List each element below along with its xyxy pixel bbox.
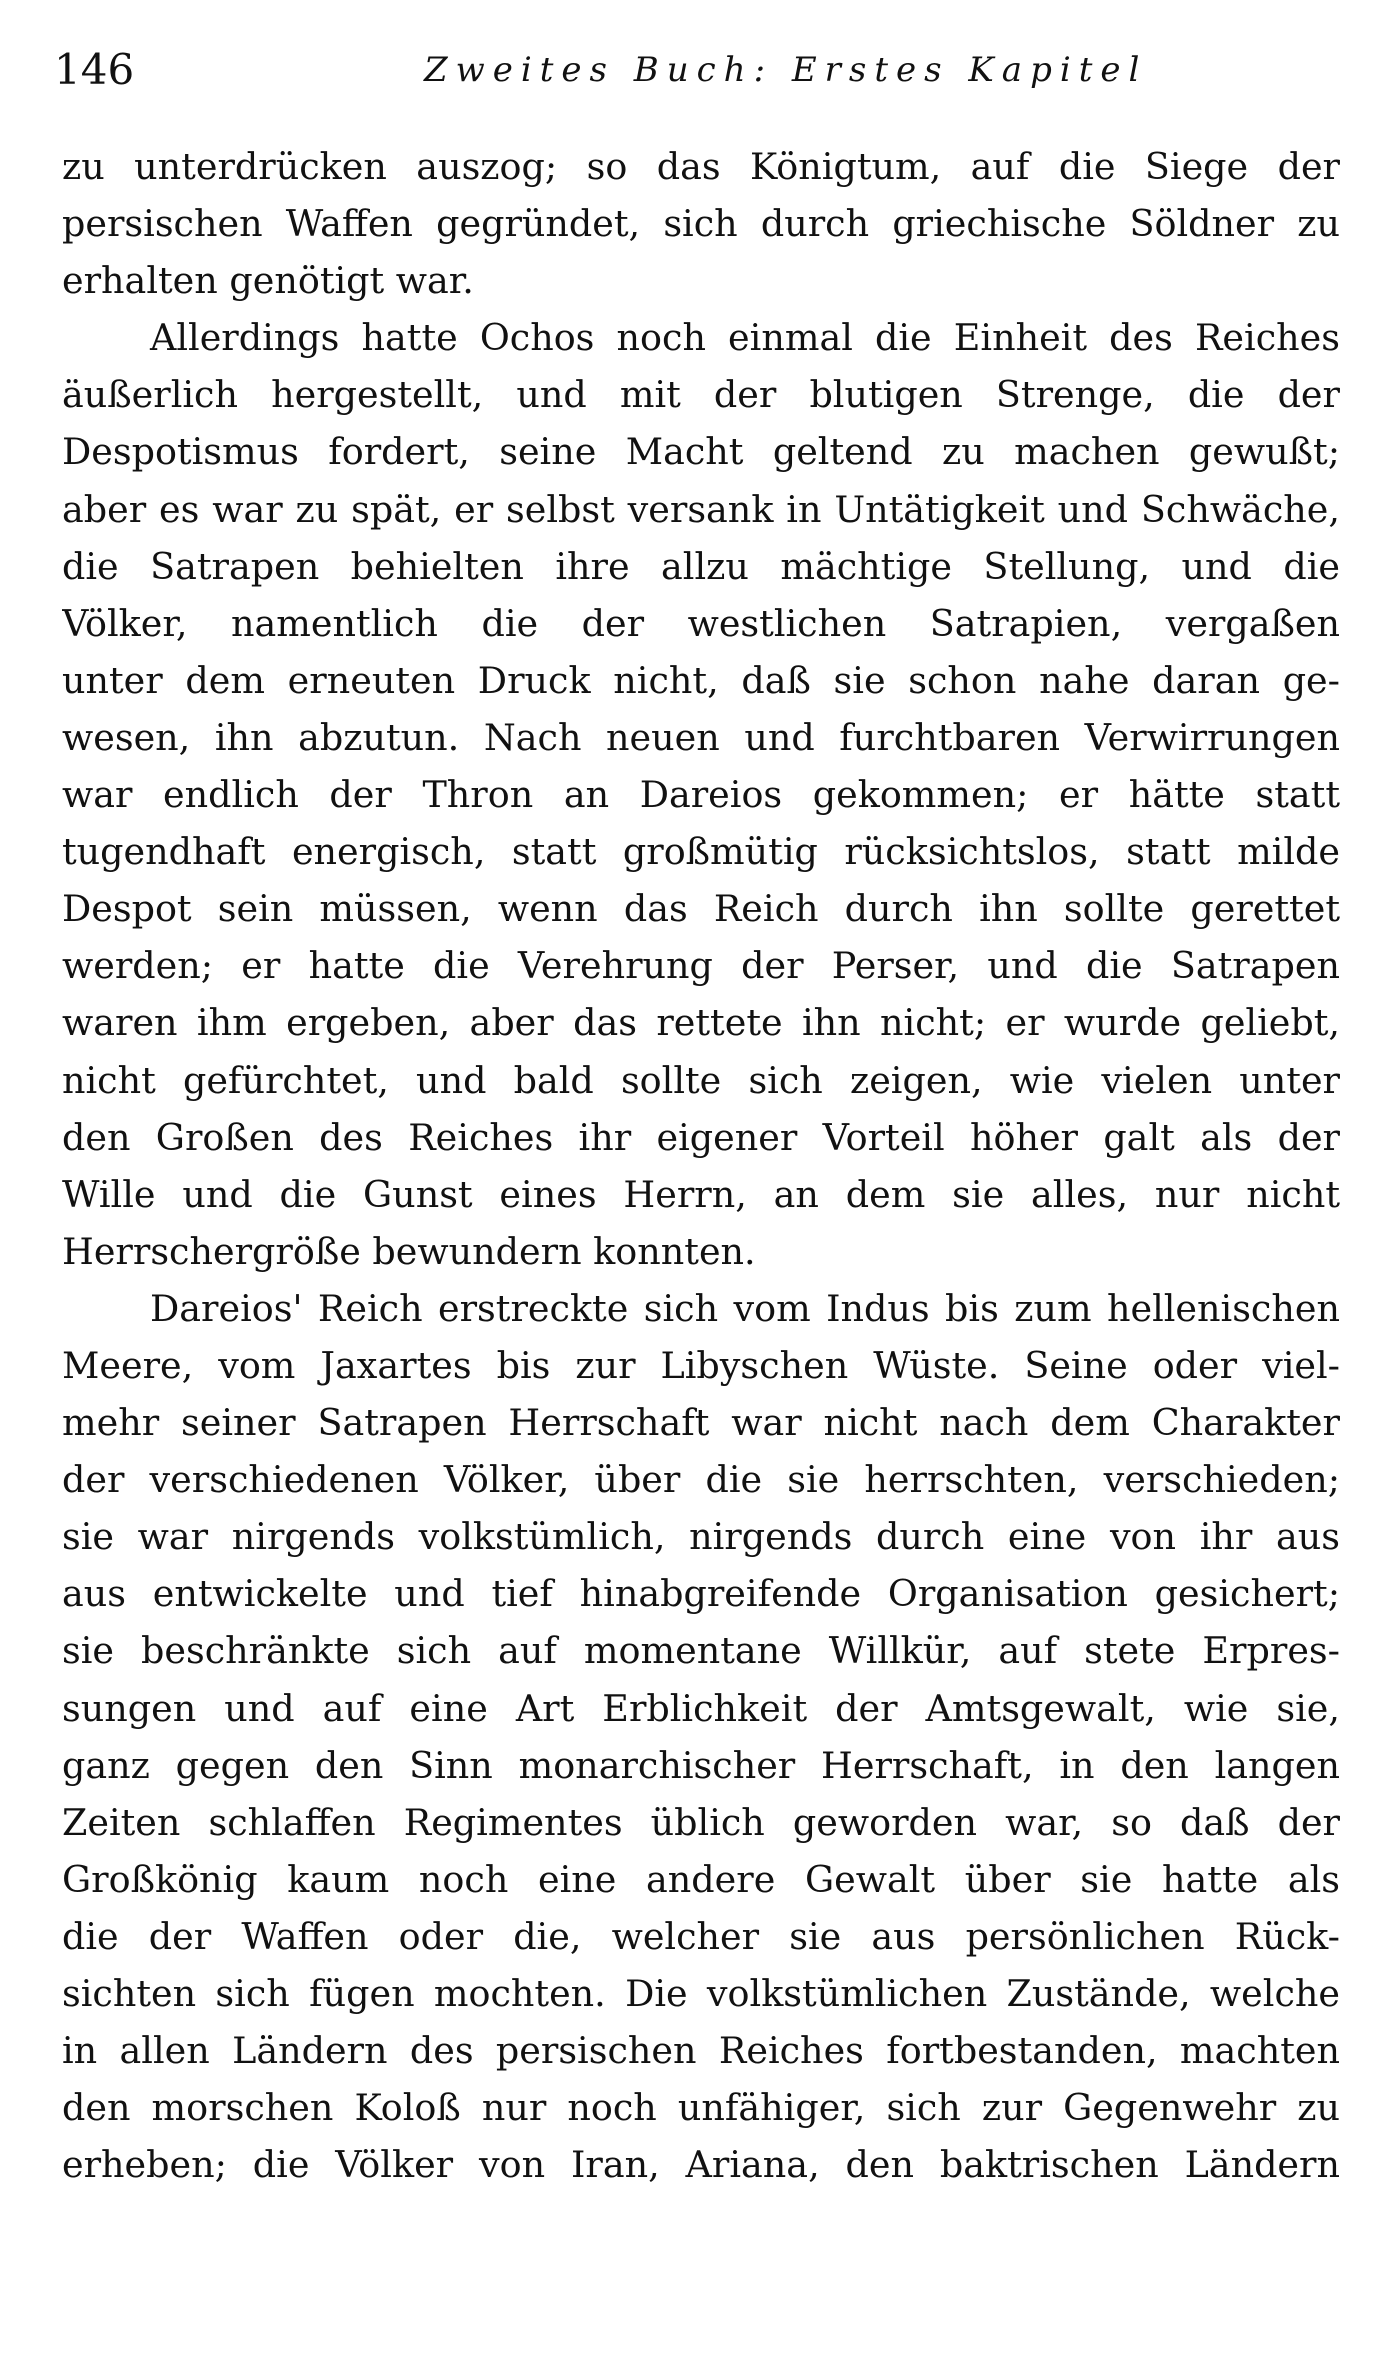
body-text [62,138,1340,2193]
text-line: der verschiedenen Völker, über die sie herrschten, verschieden; [62,1458,1340,1502]
text-line: Herrschergröße bewundern konnten. [62,1229,756,1273]
text-line: persischen Waffen gegründet, sich durch griechische Söldner zu [62,202,1340,246]
text-line: Meere, vom Jaxartes bis zur Libyschen Wüste. Seine oder viel- [62,1343,1340,1387]
text-line: waren ihm ergeben, aber das rettete ihn nicht; er wurde geliebt, [62,1001,1340,1045]
text-line: den Großen des Reiches ihr eigener Vorteil höher galt als der [62,1115,1340,1159]
text-line: Großkönig kaum noch eine andere Gewalt über sie hatte als [62,1857,1340,1901]
text-line: werden; er hatte die Verehrung der Perser, und die Satrapen [62,944,1340,988]
text-line: äußerlich hergestellt, und mit der blutigen Strenge, die der [62,373,1340,417]
text-line: Zeiten schlaffen Regimentes üblich geworden war, so daß der [62,1800,1340,1844]
text-line: sie war nirgends volkstümlich, nirgends durch eine von ihr aus [62,1515,1340,1559]
page-number: 146 [54,45,135,94]
text-line: nicht gefürchtet, und bald sollte sich zeigen, wie vielen unter [62,1058,1340,1102]
text-line: Völker, namentlich die der westlichen Satrapien, vergaßen [62,601,1340,645]
text-line: tugendhaft energisch, statt großmütig rücksichtslos, statt milde [62,830,1340,874]
text-line: ganz gegen den Sinn monarchischer Herrschaft, in den langen [62,1743,1340,1787]
text-line: aber es war zu spät, er selbst versank in Untätigkeit und Schwäche, [62,487,1340,531]
text-line: erheben; die Völker von Iran, Ariana, den baktrischen Ländern [62,2143,1340,2187]
text-line: Allerdings hatte Ochos noch einmal die Einheit des Reiches [150,316,1340,360]
page-header [54,40,1344,100]
running-title: Zweites Buch: Erstes Kapitel [424,50,1148,90]
text-line: sichten sich fügen mochten. Die volkstümlichen Zustände, welche [62,1972,1340,2015]
text-line: Wille und die Gunst eines Herrn, an dem sie alles, nur nicht [62,1172,1340,1216]
text-line: Despotismus fordert, seine Macht geltend zu machen gewußt; [62,430,1340,474]
text-line: in allen Ländern des persischen Reiches fortbestanden, machten [62,2029,1340,2073]
text-line: den morschen Koloß nur noch unfähiger, sich zur Gegenwehr zu [62,2086,1340,2130]
text-line: sungen und auf eine Art Erblichkeit der Amtsgewalt, wie sie, [62,1686,1340,1730]
text-line: mehr seiner Satrapen Herrschaft war nicht nach dem Charakter [62,1401,1340,1445]
text-line: die der Waffen oder die, welcher sie aus persönlichen Rück- [62,1914,1340,1958]
text-line: Despot sein müssen, wenn das Reich durch ihn sollte gerettet [62,887,1340,931]
text-line: erhalten genötigt war. [62,259,474,303]
text-line: unter dem erneuten Druck nicht, daß sie schon nahe daran ge- [62,658,1340,702]
text-line: Dareios' Reich erstreckte sich vom Indus bis zum hellenischen [150,1286,1340,1330]
text-line: war endlich der Thron an Dareios gekommen; er hätte statt [62,773,1340,817]
text-line: zu unterdrücken auszog; so das Königtum, auf die Siege der [62,145,1340,188]
text-line: aus entwickelte und tief hinabgreifende Organisation gesichert; [62,1572,1340,1616]
text-line: sie beschränkte sich auf momentane Willkür, auf stete Erpres- [62,1629,1340,1673]
text-line: die Satrapen behielten ihre allzu mächtige Stellung, und die [62,544,1340,588]
text-line: wesen, ihn abzutun. Nach neuen und furchtbaren Verwirrungen [62,715,1340,759]
